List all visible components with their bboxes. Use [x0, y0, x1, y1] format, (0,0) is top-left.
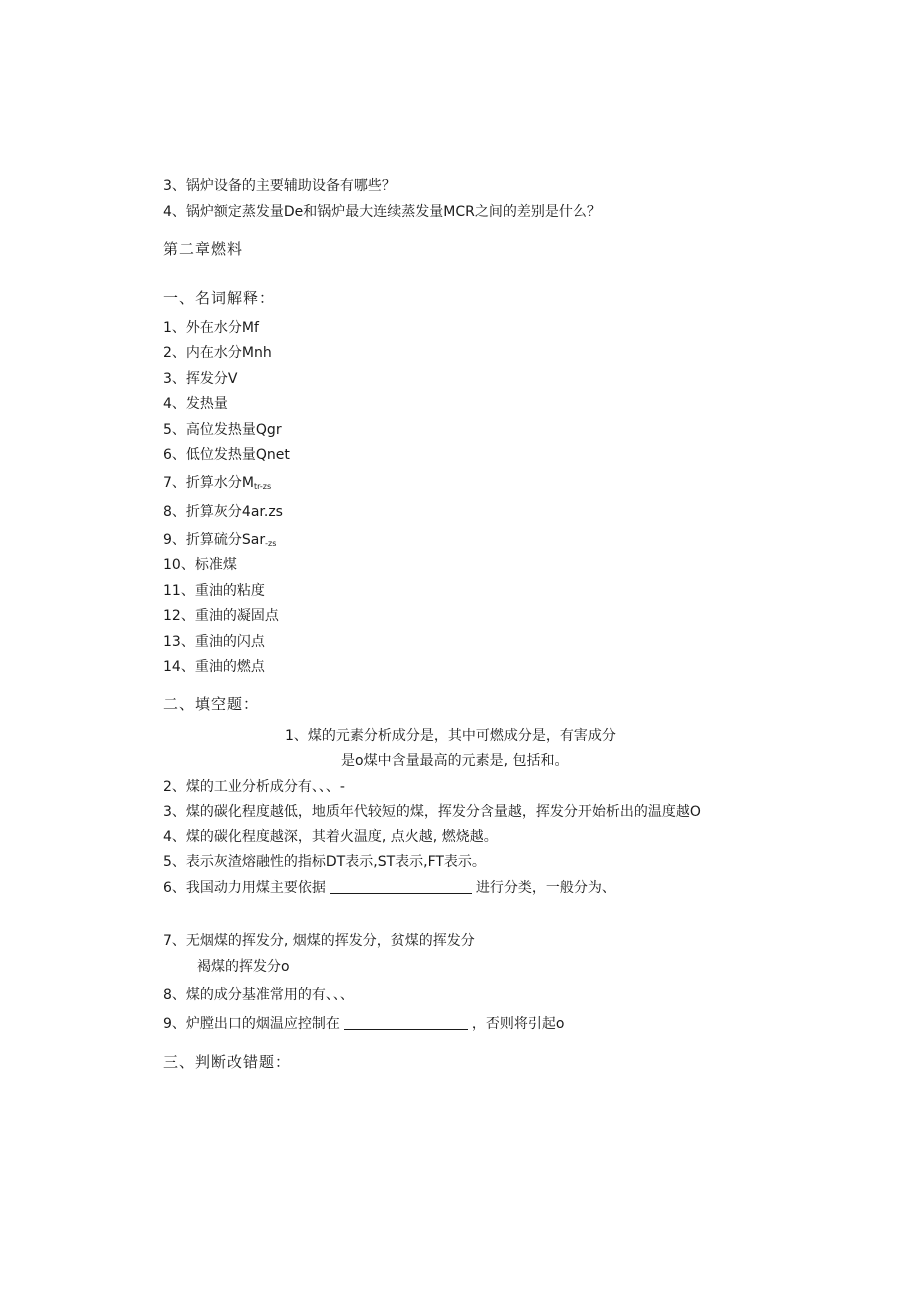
- chapter-title: 第二章燃料: [163, 240, 244, 258]
- definition-item-subscript: tr-zs: [254, 482, 272, 491]
- fill-blank-item: 3、煤的碳化程度越低，地质年代较短的煤，挥发分含量越，挥发分开始析出的温度越O: [163, 804, 701, 820]
- question-3: 3、锅炉设备的主要辅助设备有哪些？: [163, 178, 396, 194]
- definition-item: [163, 473, 271, 497]
- fill-blank-item: [163, 878, 616, 898]
- fill-blank-item: 2、煤的工业分析成分有、、、-: [163, 779, 345, 795]
- fill-blank-text-after: ，否则将引起o: [471, 1016, 565, 1032]
- definition-item: 8、折算灰分4ar.zs: [163, 504, 283, 520]
- definition-item: 13、重油的闪点: [163, 634, 265, 650]
- definition-item: [163, 530, 276, 554]
- section-heading-definitions: 一、名词解释：: [163, 289, 276, 307]
- fill-blank-text-before: 9、炉膛出口的烟温应控制在: [163, 1016, 340, 1032]
- question-4: 4、锅炉额定蒸发量De和锅炉最大连续蒸发量MCR之间的差别是什么？: [163, 204, 601, 220]
- fill-blank-item: 1、煤的元素分析成分是，其中可燃成分是，有害成分: [285, 728, 616, 744]
- fill-blank-text-after: 进行分类，一般分为、: [475, 880, 616, 896]
- definition-item: 10、标准煤: [163, 557, 237, 573]
- definition-item: 5、高位发热量Qgr: [163, 422, 282, 438]
- definition-item: 3、挥发分V: [163, 371, 238, 387]
- definition-item: 14、重油的燃点: [163, 659, 265, 675]
- fill-blank-item: [163, 1014, 565, 1034]
- definition-item-text: 7、折算水分M: [163, 475, 254, 491]
- definition-item-subscript: -zs: [265, 539, 277, 548]
- section-heading-true-false: 三、判断改错题：: [163, 1053, 292, 1071]
- definition-item: 6、低位发热量Qnet: [163, 447, 290, 463]
- fill-blank-item: 4、煤的碳化程度越深，其着火温度, 点火越, 燃烧越。: [163, 829, 498, 845]
- definition-item: 12、重油的凝固点: [163, 608, 279, 624]
- fill-blank-item: 8、煤的成分基准常用的有、、、: [163, 987, 354, 1003]
- definition-item: 1、外在水分Mf: [163, 320, 259, 336]
- fill-blank-item-continued: 褐煤的挥发分o: [197, 959, 290, 975]
- definition-item: 4、发热量: [163, 396, 228, 412]
- answer-blank: [330, 879, 472, 894]
- fill-blank-item: 5、表示灰渣熔融性的指标DT表示,ST表示,FT表示。: [163, 854, 486, 870]
- fill-blank-text-before: 6、我国动力用煤主要依据: [163, 880, 326, 896]
- definition-item-text: 9、折算硫分Sar: [163, 532, 266, 548]
- fill-blank-item: 7、无烟煤的挥发分, 烟煤的挥发分，贫煤的挥发分: [163, 933, 475, 949]
- definition-item: 11、重油的粘度: [163, 583, 265, 599]
- section-heading-fill-blank: 二、填空题：: [163, 695, 260, 713]
- answer-blank: [344, 1015, 468, 1030]
- definition-item: 2、内在水分Mnh: [163, 345, 272, 361]
- fill-blank-item-continued: 是o煤中含量最高的元素是, 包括和。: [341, 753, 569, 769]
